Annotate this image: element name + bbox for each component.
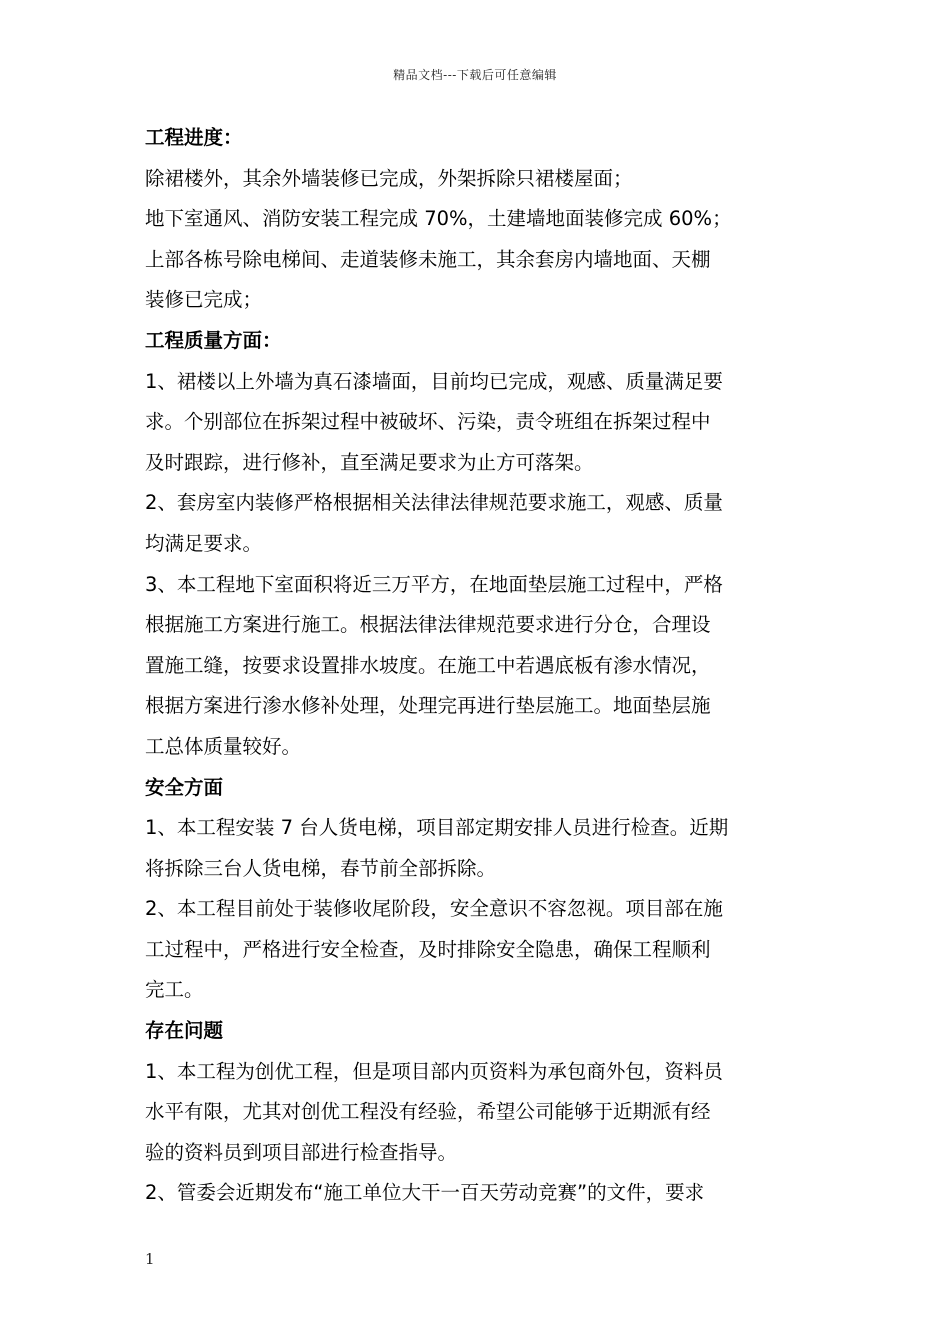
paragraph-line: 2、管委会近期发布“施工单位大干一百天劳动竞赛”的文件，要求: [145, 1181, 705, 1205]
paragraph-line: 除裙楼外，其余外墙装修已完成，外架拆除只裙楼屋面；: [145, 166, 633, 190]
paragraph-line: 验的资料员到项目部进行检查指导。: [145, 1140, 458, 1164]
paragraph-line: 1、本工程为创优工程，但是项目部内页资料为承包商外包，资料员: [145, 1059, 723, 1083]
paragraph-line: 求。个别部位在拆架过程中被破坏、污染，责令班组在拆架过程中: [145, 410, 711, 434]
section-heading-issues: 存在问题: [145, 1019, 224, 1043]
paragraph-line: 及时跟踪，进行修补，直至满足要求为止方可落架。: [145, 450, 594, 474]
paragraph-line: 置施工缝，按要求设置排水坡度。在施工中若遇底板有渗水情况，: [145, 653, 711, 677]
paragraph-line: 2、套房室内装修严格根据相关法律法律规范要求施工，观感、质量: [145, 491, 723, 515]
paragraph-line: 2、本工程目前处于装修收尾阶段，安全意识不容忽视。项目部在施: [145, 897, 723, 921]
paragraph-line: 根据方案进行渗水修补处理，处理完再进行垫层施工。地面垫层施: [145, 694, 711, 718]
paragraph-line: 工过程中，严格进行安全检查，及时排除安全隐患，确保工程顺利: [145, 937, 711, 961]
document-body: [145, 118, 813, 1214]
paragraph-line: 完工。: [145, 978, 204, 1002]
paragraph-line: 均满足要求。: [145, 531, 263, 555]
paragraph-line: 1、本工程安装 7 台人货电梯，项目部定期安排人员进行检查。近期: [145, 816, 729, 840]
paragraph-line: 水平有限，尤其对创优工程没有经验，希望公司能够于近期派有经: [145, 1100, 711, 1124]
paragraph-line: 装修已完成；: [145, 288, 263, 312]
paragraph-line: 根据施工方案进行施工。根据法律法律规范要求进行分仓，合理设: [145, 613, 711, 637]
paragraph-line: 地下室通风、消防安装工程完成 70%，土建墙地面装修完成 60%；: [145, 207, 732, 231]
section-heading-quality: 工程质量方面：: [145, 328, 282, 352]
paragraph-line: 将拆除三台人货电梯，春节前全部拆除。: [145, 856, 497, 880]
paragraph-line: 上部各栋号除电梯间、走道装修未施工，其余套房内墙地面、天棚: [145, 247, 711, 271]
page-header: 精品文档---下载后可任意编辑: [393, 68, 557, 82]
paragraph-line: 工总体质量较好。: [145, 734, 302, 758]
section-heading-safety: 安全方面: [145, 775, 224, 799]
page-number: 1: [145, 1250, 155, 1268]
paragraph-line: 1、裙楼以上外墙为真石漆墙面，目前均已完成，观感、质量满足要: [145, 369, 723, 393]
section-heading-progress: 工程进度：: [145, 126, 243, 149]
paragraph-line: 3、本工程地下室面积将近三万平方，在地面垫层施工过程中，严格: [145, 572, 723, 596]
